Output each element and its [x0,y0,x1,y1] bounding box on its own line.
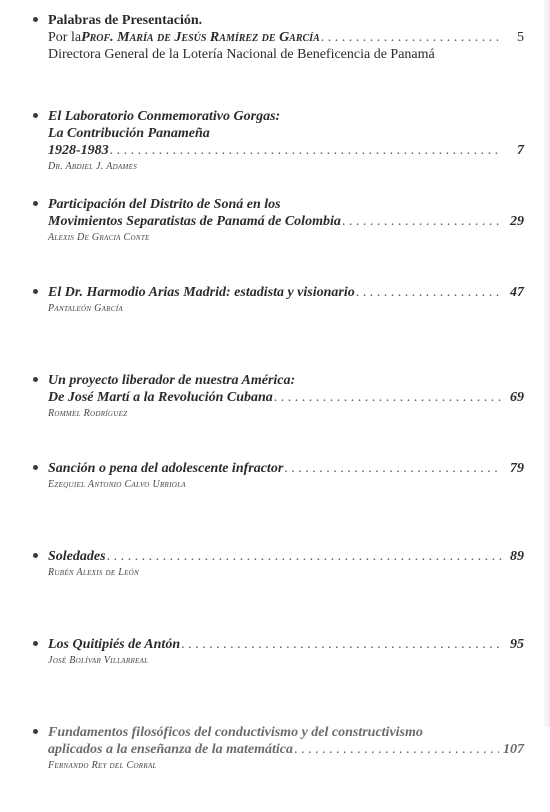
dot-leader [356,284,502,301]
bullet-icon [33,553,38,558]
toc-author: Dr. Abdiel J. Adames [48,161,138,172]
byline-name: Prof. María de Jesús Ramírez de García [81,30,320,45]
toc-title-line [48,389,524,406]
page-number: 47 [510,285,524,300]
page-number: 29 [510,214,524,229]
bullet-icon [33,465,38,470]
toc-title: Movimientos Separatistas de Panamá de Colombia [48,214,341,229]
toc-author: Alexis De Gracia Conte [48,232,150,243]
toc-title-line [48,125,524,142]
toc-author: Ezequiel Antonio Calvo Urriola [48,479,186,490]
dot-leader [107,548,502,565]
toc-entry[interactable] [0,636,550,724]
toc-title: Soledades [48,549,106,564]
toc-title-line [48,108,524,125]
byline-prefix: Por la [48,30,82,45]
toc-entry[interactable] [0,548,550,636]
toc-title: Los Quitipiés de Antón [48,637,181,652]
toc-entry[interactable] [0,724,550,812]
author-role: Directora General de la Lotería Nacional de Beneficencia de Panamá [48,47,435,62]
page-number: 79 [510,461,524,476]
bullet-icon [33,113,38,118]
toc-entry[interactable] [0,460,550,548]
toc-title-line [48,213,524,230]
toc-title: 1928-1983 [48,143,109,158]
bullet-icon [33,201,38,206]
dot-leader [294,741,499,758]
toc-author: Pantaleón García [48,303,123,314]
toc-title-line [48,284,524,301]
dot-leader [110,142,502,159]
toc-byline-line [48,29,524,46]
toc-title: El Laboratorio Conmemorativo Gorgas: [48,109,281,124]
dot-leader [274,389,502,406]
page-number: 107 [503,742,524,757]
toc-entry[interactable] [0,196,550,284]
toc-author: José Bolívar Villarreal [48,655,149,666]
toc-title: Sanción o pena del adolescente infractor [48,461,284,476]
toc-title-line [48,142,524,159]
toc-entry[interactable] [0,372,550,460]
toc-entry[interactable] [0,12,550,108]
bullet-icon [33,17,38,22]
toc-title: Participación del Distrito de Soná en los [48,197,281,212]
toc-title: La Contribución Panameña [48,126,210,141]
toc-entry[interactable] [0,108,550,196]
page-number: 69 [510,390,524,405]
toc-title-line [48,196,524,213]
toc-title-line [48,636,524,653]
dot-leader [342,213,502,230]
dot-leader [181,636,502,653]
toc-title: aplicados a la enseñanza de la matemática [48,742,293,757]
toc-author: Fernando Rey del Corral [48,760,157,771]
page-number: 95 [510,637,524,652]
page-number: 5 [517,30,524,45]
bullet-icon [33,377,38,382]
toc-title: De José Martí a la Revolución Cubana [48,390,273,405]
bullet-icon [33,729,38,734]
toc-title: El Dr. Harmodio Arias Madrid: estadista y visionario [48,285,355,300]
toc-entry[interactable] [0,284,550,372]
toc-author: Rommel Rodríguez [48,408,128,419]
page-number: 89 [510,549,524,564]
page-number: 7 [517,143,524,158]
toc-author: Rubén Alexis de León [48,567,139,578]
toc-title-line [48,741,524,758]
toc-title-line [48,12,524,29]
toc-title: Fundamentos filosóficos del conductivismo y del constructivismo [48,725,423,740]
toc-title-line [48,548,524,565]
bullet-icon [33,289,38,294]
toc-title: Palabras de Presentación. [48,13,203,28]
toc-title: Un proyecto liberador de nuestra América: [48,373,296,388]
toc-title-line [48,460,524,477]
bullet-icon [33,641,38,646]
dot-leader [284,460,502,477]
dot-leader [321,29,502,46]
toc-title-line [48,372,524,389]
toc-list [0,12,550,812]
